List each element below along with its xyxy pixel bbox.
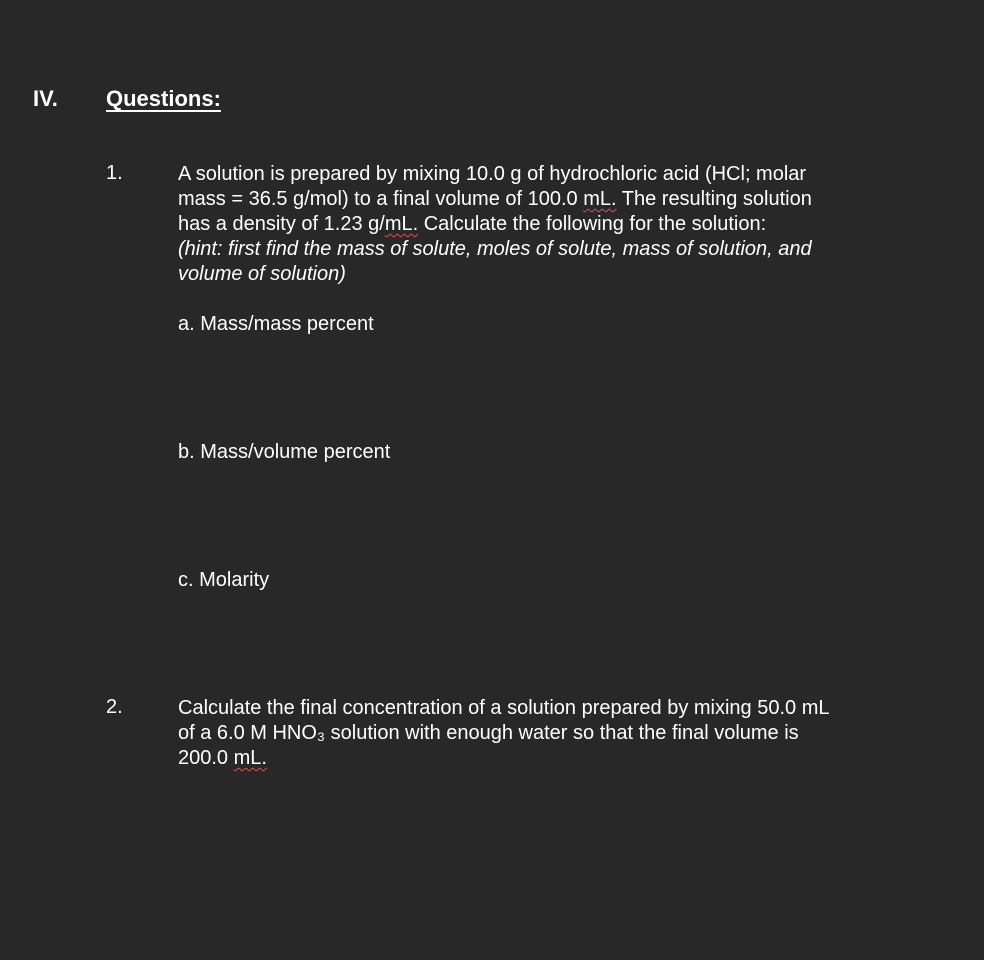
question-2-line-3: [178, 746, 267, 771]
question-1-part-b: b. Mass/volume percent: [178, 441, 391, 463]
section-title: Questions:: [106, 86, 221, 111]
question-1-number: 1.: [106, 162, 123, 184]
question-1-part-a: a. Mass/mass percent: [178, 313, 374, 335]
question-2-line-3-text: 200.0: [178, 747, 234, 769]
question-1-hint-line-1: (hint: first find the mass of solute, moles of solute, mass of solution, and: [178, 238, 812, 260]
question-1-line-3: [178, 212, 766, 237]
spelling-flag[interactable]: mL.: [384, 213, 419, 235]
question-1-line-2-tail: The resulting solution: [616, 188, 812, 210]
question-2-number: 2.: [106, 696, 123, 718]
question-1-line-1-text: A solution is prepared by mixing 10.0 g of hydrochloric acid (HCl; molar: [178, 163, 807, 185]
question-1-line-2: [178, 187, 812, 212]
section-number: IV.: [33, 86, 58, 111]
question-2-line-2: [178, 721, 799, 746]
question-1-line-1: [178, 162, 806, 187]
spelling-flag[interactable]: mL.: [233, 747, 267, 769]
spelling-flag[interactable]: mL.: [583, 188, 617, 210]
question-2-line-1-text: Calculate the final concentration of a solution prepared by mixing 50.0 mL: [178, 697, 830, 719]
question-2-line-2-text: of a 6.0 M HNO₃ solution with enough water so that the final volume is: [178, 722, 799, 744]
question-1-part-c: c. Molarity: [178, 569, 270, 591]
question-1-line-2-text: mass = 36.5 g/mol) to a final volume of 100.0: [178, 188, 584, 210]
question-1-line-3-text: has a density of 1.23 g/: [178, 213, 385, 235]
question-2-line-1: [178, 696, 830, 721]
question-1-hint-line-2: volume of solution): [178, 263, 346, 285]
question-1-line-3-tail: Calculate the following for the solution:: [418, 213, 767, 235]
